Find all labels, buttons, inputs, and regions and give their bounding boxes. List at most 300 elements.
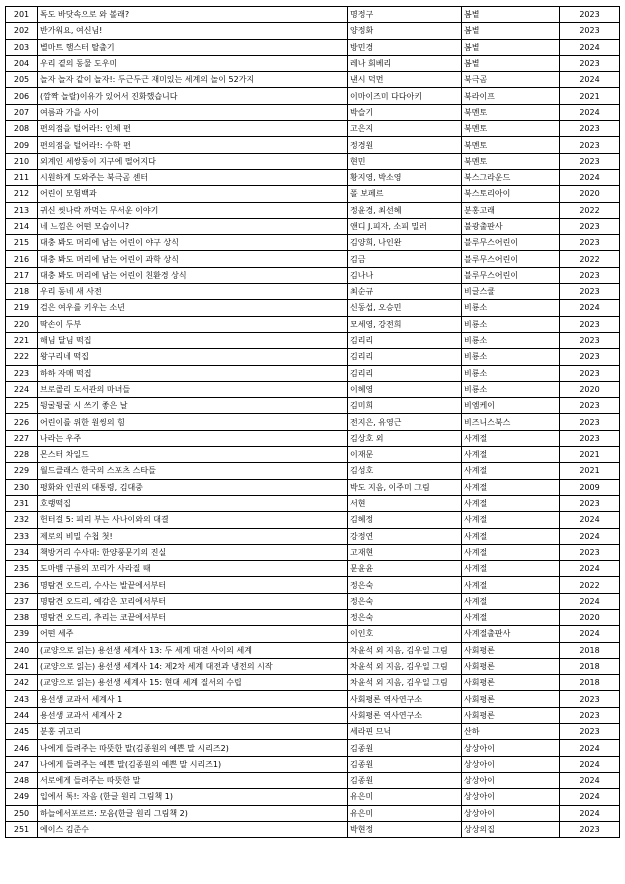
row-number: 220 bbox=[6, 316, 38, 332]
book-author: 김리리 bbox=[348, 349, 462, 365]
book-author: 김리리 bbox=[348, 332, 462, 348]
table-row bbox=[6, 7, 620, 23]
book-publisher: 봄볕 bbox=[462, 7, 560, 23]
row-number: 231 bbox=[6, 495, 38, 511]
book-publisher: 상상아이 bbox=[462, 789, 560, 805]
table-row bbox=[6, 658, 620, 674]
book-author: 현민 bbox=[348, 153, 462, 169]
book-publisher: 상상아이 bbox=[462, 756, 560, 772]
book-title: 놀자 놀자 같이 놀자!: 두근두근 재미있는 세계의 놀이 52가지 bbox=[38, 72, 348, 88]
table-row bbox=[6, 740, 620, 756]
book-title: 평화와 인권의 대통령, 김대중 bbox=[38, 479, 348, 495]
row-number: 225 bbox=[6, 398, 38, 414]
book-author: 황지영, 박소영 bbox=[348, 169, 462, 185]
table-row bbox=[6, 88, 620, 104]
book-publisher: 블루무스어린이 bbox=[462, 267, 560, 283]
book-list-table bbox=[5, 6, 620, 838]
publication-year: 2023 bbox=[560, 821, 620, 837]
table-row bbox=[6, 316, 620, 332]
row-number: 228 bbox=[6, 447, 38, 463]
book-publisher: 상상아이 bbox=[462, 740, 560, 756]
book-title: (교양으로 읽는) 용선생 세계사 13: 두 세계 대전 사이의 세계 bbox=[38, 642, 348, 658]
book-publisher: 북멘토 bbox=[462, 104, 560, 120]
book-title: 월드클래스 한국의 스포츠 스타들 bbox=[38, 463, 348, 479]
book-publisher: 분홍고래 bbox=[462, 202, 560, 218]
book-publisher: 사계절 bbox=[462, 447, 560, 463]
book-author: 명정구 bbox=[348, 7, 462, 23]
publication-year: 2024 bbox=[560, 805, 620, 821]
publication-year: 2023 bbox=[560, 218, 620, 234]
book-publisher: 상상의집 bbox=[462, 821, 560, 837]
row-number: 234 bbox=[6, 544, 38, 560]
row-number: 223 bbox=[6, 365, 38, 381]
book-author: 차윤석 외 지음, 김우일 그림 bbox=[348, 642, 462, 658]
book-author: 정은숙 bbox=[348, 609, 462, 625]
publication-year: 2023 bbox=[560, 284, 620, 300]
book-title: 시원하게 도와주는 북극곰 센터 bbox=[38, 169, 348, 185]
publication-year: 2023 bbox=[560, 495, 620, 511]
book-author: 김혜정 bbox=[348, 512, 462, 528]
book-author: 이재문 bbox=[348, 447, 462, 463]
book-title: 호랭떡집 bbox=[38, 495, 348, 511]
book-author: 모세영, 강전희 bbox=[348, 316, 462, 332]
row-number: 204 bbox=[6, 55, 38, 71]
table-row bbox=[6, 72, 620, 88]
book-title: (깜짝 놀랄)이유가 있어서 진화했습니다 bbox=[38, 88, 348, 104]
row-number: 246 bbox=[6, 740, 38, 756]
book-publisher: 북스그라운드 bbox=[462, 169, 560, 185]
book-title: 입에서 톡!: 자음 (한글 원리 그림책 1) bbox=[38, 789, 348, 805]
book-publisher: 사회평론 bbox=[462, 675, 560, 691]
book-publisher: 사계절출판사 bbox=[462, 626, 560, 642]
book-title: 어떤 세주 bbox=[38, 626, 348, 642]
book-publisher: 사계절 bbox=[462, 430, 560, 446]
book-title: 네 느낌은 어떤 모습이니? bbox=[38, 218, 348, 234]
book-title: 편의점을 털어라!: 수학 편 bbox=[38, 137, 348, 153]
book-publisher: 사계절 bbox=[462, 512, 560, 528]
table-row bbox=[6, 821, 620, 837]
publication-year: 2024 bbox=[560, 772, 620, 788]
table-row bbox=[6, 218, 620, 234]
book-author: 박슬기 bbox=[348, 104, 462, 120]
table-row bbox=[6, 609, 620, 625]
table-row bbox=[6, 202, 620, 218]
table-row bbox=[6, 251, 620, 267]
table-row bbox=[6, 495, 620, 511]
publication-year: 2024 bbox=[560, 104, 620, 120]
book-list-body bbox=[6, 7, 620, 838]
table-row bbox=[6, 365, 620, 381]
publication-year: 2020 bbox=[560, 381, 620, 397]
book-author: 차윤석 외 지음, 김우일 그림 bbox=[348, 675, 462, 691]
row-number: 244 bbox=[6, 707, 38, 723]
book-publisher: 사계절 bbox=[462, 609, 560, 625]
row-number: 207 bbox=[6, 104, 38, 120]
row-number: 219 bbox=[6, 300, 38, 316]
table-row bbox=[6, 284, 620, 300]
publication-year: 2023 bbox=[560, 724, 620, 740]
table-row bbox=[6, 267, 620, 283]
book-title: 몬스터 차일드 bbox=[38, 447, 348, 463]
book-author: 김성호 bbox=[348, 463, 462, 479]
book-title: 책방거리 수사대: 한양풍문기의 진실 bbox=[38, 544, 348, 560]
table-row bbox=[6, 104, 620, 120]
book-title: 뒹굴뒹굴 시 쓰기 좋은 날 bbox=[38, 398, 348, 414]
publication-year: 2022 bbox=[560, 577, 620, 593]
book-title: 나에게 들려주는 따뜻한 말(김종원의 예쁜 말 시리즈2) bbox=[38, 740, 348, 756]
row-number: 203 bbox=[6, 39, 38, 55]
row-number: 240 bbox=[6, 642, 38, 658]
row-number: 229 bbox=[6, 463, 38, 479]
book-author: 김금 bbox=[348, 251, 462, 267]
book-publisher: 비글스쿨 bbox=[462, 284, 560, 300]
table-row bbox=[6, 349, 620, 365]
table-row bbox=[6, 463, 620, 479]
publication-year: 2024 bbox=[560, 169, 620, 185]
book-author: 유은미 bbox=[348, 805, 462, 821]
row-number: 208 bbox=[6, 121, 38, 137]
book-publisher: 비룡소 bbox=[462, 332, 560, 348]
table-row bbox=[6, 561, 620, 577]
table-row bbox=[6, 593, 620, 609]
publication-year: 2023 bbox=[560, 332, 620, 348]
publication-year: 2022 bbox=[560, 202, 620, 218]
table-row bbox=[6, 121, 620, 137]
book-title: 명탐견 오드리, 추리는 코끝에서부터 bbox=[38, 609, 348, 625]
publication-year: 2020 bbox=[560, 609, 620, 625]
table-row bbox=[6, 626, 620, 642]
book-publisher: 산하 bbox=[462, 724, 560, 740]
book-publisher: 사계절 bbox=[462, 561, 560, 577]
publication-year: 2021 bbox=[560, 463, 620, 479]
row-number: 224 bbox=[6, 381, 38, 397]
row-number: 222 bbox=[6, 349, 38, 365]
row-number: 247 bbox=[6, 756, 38, 772]
book-author: 방민경 bbox=[348, 39, 462, 55]
row-number: 216 bbox=[6, 251, 38, 267]
book-author: 박현정 bbox=[348, 821, 462, 837]
book-publisher: 비룡소 bbox=[462, 300, 560, 316]
book-author: 고재현 bbox=[348, 544, 462, 560]
book-title: 딱손이 두부 bbox=[38, 316, 348, 332]
book-author: 고은지 bbox=[348, 121, 462, 137]
book-title: 브로콜리 도서관의 마녀들 bbox=[38, 381, 348, 397]
book-publisher: 북스토리아이 bbox=[462, 186, 560, 202]
row-number: 235 bbox=[6, 561, 38, 577]
publication-year: 2018 bbox=[560, 642, 620, 658]
book-author: 김미희 bbox=[348, 398, 462, 414]
book-title: 대충 봐도 머리에 남는 어린이 친환경 상식 bbox=[38, 267, 348, 283]
book-title: 도마뱀 구름의 꼬리가 사라질 때 bbox=[38, 561, 348, 577]
book-title: 에이스 김준수 bbox=[38, 821, 348, 837]
table-row bbox=[6, 479, 620, 495]
table-row bbox=[6, 55, 620, 71]
publication-year: 2018 bbox=[560, 658, 620, 674]
book-author: 강정연 bbox=[348, 528, 462, 544]
book-title: 대충 봐도 머리에 남는 어린이 야구 상식 bbox=[38, 235, 348, 251]
row-number: 205 bbox=[6, 72, 38, 88]
book-author: 사회평론 역사연구소 bbox=[348, 691, 462, 707]
publication-year: 2020 bbox=[560, 186, 620, 202]
book-title: 해님 달님 떡집 bbox=[38, 332, 348, 348]
book-publisher: 사계절 bbox=[462, 528, 560, 544]
book-author: 이마이즈미 다다아키 bbox=[348, 88, 462, 104]
book-title: 반가워요, 여신님! bbox=[38, 23, 348, 39]
book-publisher: 봄볕 bbox=[462, 39, 560, 55]
book-author: 사회평론 역사연구소 bbox=[348, 707, 462, 723]
book-title: 명탐견 오드리, 예감은 꼬리에서부터 bbox=[38, 593, 348, 609]
publication-year: 2023 bbox=[560, 137, 620, 153]
book-publisher: 불광출판사 bbox=[462, 218, 560, 234]
book-publisher: 비룡소 bbox=[462, 316, 560, 332]
table-row bbox=[6, 381, 620, 397]
book-publisher: 비엠케이 bbox=[462, 398, 560, 414]
row-number: 251 bbox=[6, 821, 38, 837]
publication-year: 2024 bbox=[560, 72, 620, 88]
publication-year: 2023 bbox=[560, 153, 620, 169]
book-author: 양정화 bbox=[348, 23, 462, 39]
book-author: 이인호 bbox=[348, 626, 462, 642]
row-number: 206 bbox=[6, 88, 38, 104]
book-publisher: 사계절 bbox=[462, 495, 560, 511]
book-title: 명탐견 오드리, 수사는 발끝에서부터 bbox=[38, 577, 348, 593]
row-number: 242 bbox=[6, 675, 38, 691]
publication-year: 2024 bbox=[560, 789, 620, 805]
row-number: 238 bbox=[6, 609, 38, 625]
publication-year: 2023 bbox=[560, 398, 620, 414]
book-title: 하하 자매 떡집 bbox=[38, 365, 348, 381]
row-number: 248 bbox=[6, 772, 38, 788]
book-publisher: 북멘토 bbox=[462, 137, 560, 153]
row-number: 230 bbox=[6, 479, 38, 495]
book-publisher: 상상아이 bbox=[462, 805, 560, 821]
book-title: 별마트 햄스터 탈출기 bbox=[38, 39, 348, 55]
publication-year: 2023 bbox=[560, 691, 620, 707]
book-publisher: 사회평론 bbox=[462, 658, 560, 674]
row-number: 245 bbox=[6, 724, 38, 740]
book-publisher: 사계절 bbox=[462, 577, 560, 593]
publication-year: 2023 bbox=[560, 316, 620, 332]
publication-year: 2023 bbox=[560, 7, 620, 23]
publication-year: 2023 bbox=[560, 267, 620, 283]
table-row bbox=[6, 724, 620, 740]
row-number: 232 bbox=[6, 512, 38, 528]
publication-year: 2023 bbox=[560, 23, 620, 39]
book-title: 우리 동네 새 사전 bbox=[38, 284, 348, 300]
book-author: 낸시 덕먼 bbox=[348, 72, 462, 88]
row-number: 210 bbox=[6, 153, 38, 169]
publication-year: 2023 bbox=[560, 430, 620, 446]
row-number: 201 bbox=[6, 7, 38, 23]
book-title: 하늘에서포르르: 모음(한글 원리 그림책 2) bbox=[38, 805, 348, 821]
row-number: 215 bbox=[6, 235, 38, 251]
publication-year: 2024 bbox=[560, 756, 620, 772]
publication-year: 2023 bbox=[560, 235, 620, 251]
book-author: 김종원 bbox=[348, 772, 462, 788]
publication-year: 2024 bbox=[560, 512, 620, 528]
book-title: 어린이를 위한 원씽의 힘 bbox=[38, 414, 348, 430]
row-number: 211 bbox=[6, 169, 38, 185]
table-row bbox=[6, 544, 620, 560]
book-title: 제로의 비밀 수첩 첫! bbox=[38, 528, 348, 544]
publication-year: 2023 bbox=[560, 349, 620, 365]
book-publisher: 사계절 bbox=[462, 463, 560, 479]
publication-year: 2024 bbox=[560, 626, 620, 642]
book-publisher: 사회평론 bbox=[462, 642, 560, 658]
book-author: 정윤경, 최선혜 bbox=[348, 202, 462, 218]
publication-year: 2022 bbox=[560, 251, 620, 267]
table-row bbox=[6, 414, 620, 430]
table-row bbox=[6, 707, 620, 723]
publication-year: 2023 bbox=[560, 55, 620, 71]
book-author: 신동섭, 오승민 bbox=[348, 300, 462, 316]
table-row bbox=[6, 332, 620, 348]
row-number: 250 bbox=[6, 805, 38, 821]
book-title: 편의점을 털어라!: 인체 편 bbox=[38, 121, 348, 137]
row-number: 237 bbox=[6, 593, 38, 609]
book-publisher: 봄볕 bbox=[462, 23, 560, 39]
book-author: 최순규 bbox=[348, 284, 462, 300]
book-author: 김리리 bbox=[348, 365, 462, 381]
row-number: 202 bbox=[6, 23, 38, 39]
book-publisher: 북멘토 bbox=[462, 121, 560, 137]
book-title: 귀신 씻나락 까먹는 무서운 이야기 bbox=[38, 202, 348, 218]
book-title: 독도 바닷속으로 와 볼래? bbox=[38, 7, 348, 23]
row-number: 217 bbox=[6, 267, 38, 283]
row-number: 241 bbox=[6, 658, 38, 674]
book-author: 전지은, 유영근 bbox=[348, 414, 462, 430]
book-title: 헌터걸 5: 피리 부는 사나이와의 대결 bbox=[38, 512, 348, 528]
table-row bbox=[6, 137, 620, 153]
table-row bbox=[6, 691, 620, 707]
book-author: 세라핀 므닉 bbox=[348, 724, 462, 740]
row-number: 239 bbox=[6, 626, 38, 642]
book-publisher: 북라이프 bbox=[462, 88, 560, 104]
book-author: 폴 보페르 bbox=[348, 186, 462, 202]
row-number: 226 bbox=[6, 414, 38, 430]
book-author: 김종원 bbox=[348, 740, 462, 756]
book-title: 나에게 들려주는 예쁜 말(김종원의 예쁜 말 시리즈1) bbox=[38, 756, 348, 772]
row-number: 209 bbox=[6, 137, 38, 153]
book-title: 대충 봐도 머리에 남는 어린이 과학 상식 bbox=[38, 251, 348, 267]
book-publisher: 북극곰 bbox=[462, 72, 560, 88]
publication-year: 2023 bbox=[560, 414, 620, 430]
row-number: 233 bbox=[6, 528, 38, 544]
publication-year: 2023 bbox=[560, 707, 620, 723]
book-author: 김나나 bbox=[348, 267, 462, 283]
row-number: 249 bbox=[6, 789, 38, 805]
book-author: 서현 bbox=[348, 495, 462, 511]
table-row bbox=[6, 805, 620, 821]
table-row bbox=[6, 642, 620, 658]
publication-year: 2018 bbox=[560, 675, 620, 691]
book-title: 왕구리네 떡집 bbox=[38, 349, 348, 365]
book-publisher: 북멘토 bbox=[462, 153, 560, 169]
table-row bbox=[6, 153, 620, 169]
publication-year: 2024 bbox=[560, 528, 620, 544]
book-title: 용선생 교과서 세계사 1 bbox=[38, 691, 348, 707]
book-title: (교양으로 읽는) 용선생 세계사 14: 제2차 세계 대전과 냉전의 시작 bbox=[38, 658, 348, 674]
book-title: 외계인 세쌍둥이 지구에 떨어지다 bbox=[38, 153, 348, 169]
table-row bbox=[6, 235, 620, 251]
table-row bbox=[6, 398, 620, 414]
book-author: 차윤석 외 지음, 김우일 그림 bbox=[348, 658, 462, 674]
table-row bbox=[6, 577, 620, 593]
table-row bbox=[6, 675, 620, 691]
publication-year: 2009 bbox=[560, 479, 620, 495]
publication-year: 2021 bbox=[560, 447, 620, 463]
row-number: 221 bbox=[6, 332, 38, 348]
book-title: 우리 곁의 동물 도우미 bbox=[38, 55, 348, 71]
table-row bbox=[6, 300, 620, 316]
book-title: (교양으로 읽는) 용선생 세계사 15: 현대 세계 질서의 수립 bbox=[38, 675, 348, 691]
book-author: 문윤윤 bbox=[348, 561, 462, 577]
publication-year: 2024 bbox=[560, 300, 620, 316]
table-row bbox=[6, 772, 620, 788]
book-title: 검은 여우를 키우는 소년 bbox=[38, 300, 348, 316]
row-number: 243 bbox=[6, 691, 38, 707]
publication-year: 2024 bbox=[560, 561, 620, 577]
table-row bbox=[6, 430, 620, 446]
book-title: 여름과 가을 사이 bbox=[38, 104, 348, 120]
book-title: 나라는 우주 bbox=[38, 430, 348, 446]
book-publisher: 비룡소 bbox=[462, 381, 560, 397]
publication-year: 2023 bbox=[560, 544, 620, 560]
row-number: 218 bbox=[6, 284, 38, 300]
book-title: 서로에게 들려주는 따뜻한 말 bbox=[38, 772, 348, 788]
table-row bbox=[6, 512, 620, 528]
table-row bbox=[6, 789, 620, 805]
book-author: 김종원 bbox=[348, 756, 462, 772]
book-author: 정경원 bbox=[348, 137, 462, 153]
book-author: 정은숙 bbox=[348, 593, 462, 609]
row-number: 214 bbox=[6, 218, 38, 234]
table-row bbox=[6, 528, 620, 544]
table-row bbox=[6, 39, 620, 55]
publication-year: 2021 bbox=[560, 88, 620, 104]
book-author: 레나 회베리 bbox=[348, 55, 462, 71]
book-author: 유은미 bbox=[348, 789, 462, 805]
book-publisher: 사계절 bbox=[462, 593, 560, 609]
book-publisher: 비즈니스북스 bbox=[462, 414, 560, 430]
book-publisher: 블루무스어린이 bbox=[462, 235, 560, 251]
book-publisher: 사회평론 bbox=[462, 707, 560, 723]
row-number: 212 bbox=[6, 186, 38, 202]
book-author: 이혜영 bbox=[348, 381, 462, 397]
book-publisher: 사계절 bbox=[462, 479, 560, 495]
book-author: 정은숙 bbox=[348, 577, 462, 593]
book-publisher: 봄볕 bbox=[462, 55, 560, 71]
book-publisher: 비룡소 bbox=[462, 349, 560, 365]
row-number: 227 bbox=[6, 430, 38, 446]
table-row bbox=[6, 186, 620, 202]
book-publisher: 사계절 bbox=[462, 544, 560, 560]
table-row bbox=[6, 756, 620, 772]
table-row bbox=[6, 169, 620, 185]
table-row bbox=[6, 23, 620, 39]
row-number: 213 bbox=[6, 202, 38, 218]
book-title: 어린이 모험백과 bbox=[38, 186, 348, 202]
publication-year: 2023 bbox=[560, 121, 620, 137]
book-author: 김양희, 나인완 bbox=[348, 235, 462, 251]
row-number: 236 bbox=[6, 577, 38, 593]
book-title: 분홍 귀고리 bbox=[38, 724, 348, 740]
book-title: 용선생 교과서 세계사 2 bbox=[38, 707, 348, 723]
publication-year: 2024 bbox=[560, 740, 620, 756]
book-author: 김상호 외 bbox=[348, 430, 462, 446]
publication-year: 2023 bbox=[560, 365, 620, 381]
book-publisher: 상상아이 bbox=[462, 772, 560, 788]
